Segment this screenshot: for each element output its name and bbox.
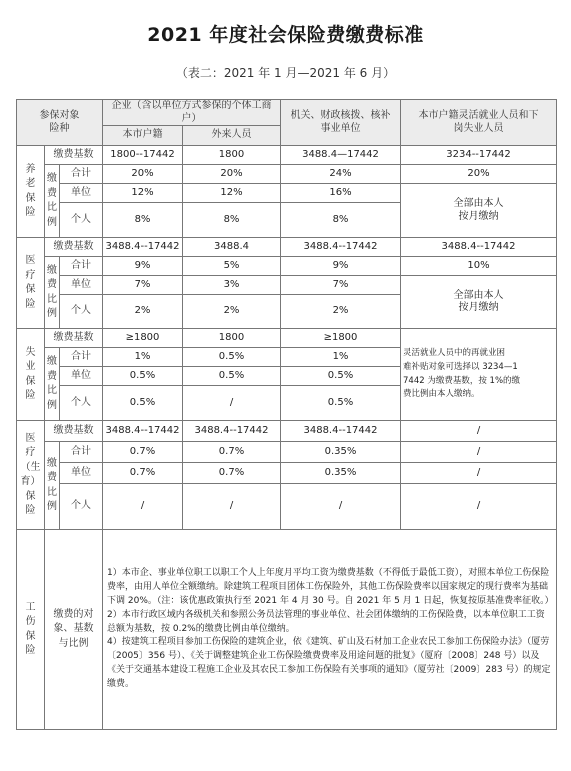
medical-person-outside: 2% [183,295,281,329]
header-flexible [401,100,557,146]
unemployment-insurance-label: 失 业 保 险 [17,329,45,421]
injury-basis-label: 缴费的对 象、基数 与比例 [45,530,103,730]
pension-person-local: 8% [103,203,183,238]
maternity-unit-local: 0.7% [103,463,183,484]
unemployment-base-government: ≥1800 [281,329,401,348]
header-flexible-line-2: 岗失业人员 [453,122,504,134]
medical-base-local: 3488.4--17442 [103,238,183,257]
unemployment-unit-label: 单位 [60,367,103,386]
pension-self-paid-note: 全部由本人 按月缴纳 [401,184,557,238]
pension-person-label: 个人 [60,203,103,238]
pension-base-government: 3488.4—17442 [281,146,401,165]
maternity-base-government: 3488.4--17442 [281,421,401,442]
unemployment-total-label: 合计 [60,348,103,367]
maternity-total-flexible: / [401,442,557,463]
maternity-total-government: 0.35% [281,442,401,463]
header-local: 本市户籍 [103,126,183,146]
unemployment-person-government: 0.5% [281,386,401,421]
header-outside: 外来人员 [183,126,281,146]
maternity-person-outside: / [183,484,281,530]
maternity-insurance-label: 医 疗 （生 育） 保 险 [17,421,45,530]
unemployment-total-local: 1% [103,348,183,367]
maternity-base-flexible: / [401,421,557,442]
pension-base-outside: 1800 [183,146,281,165]
medical-total-outside: 5% [183,257,281,276]
medical-unit-government: 7% [281,276,401,295]
header-enterprise: 企业（含以单位方式参保的个体工商户） [103,100,281,126]
injury-rule-4: 4）按建筑工程项目参加工伤保险的建筑企业，依《建筑、矿山及石材加工企业农民工参加工伤保险办法》（厦劳〔2005〕356 号）、《关于调整建筑企业工伤保险缴费费率及用途问题的批复》（厦府〔2008〕248 号）以及《关于交通基本建设工程施工企业及其农民工参加工伤保险有关事项的通知》（厦劳社〔2009〕283 号）的规定缴费。 [107,637,551,690]
medical-base-label: 缴费基数 [45,238,103,257]
pension-total-label: 合计 [60,165,103,184]
maternity-person-label: 个人 [60,484,103,530]
unemployment-unit-local: 0.5% [103,367,183,386]
medical-total-government: 9% [281,257,401,276]
maternity-person-local: / [103,484,183,530]
pension-unit-local: 12% [103,184,183,203]
medical-unit-local: 7% [103,276,183,295]
injury-rule-1: 1）本市企、事业单位职工以职工个人上年度月平均工资为缴费基数（不得低于最低工资），对照本单位工伤保险费率，由用人单位全额缴纳。除建筑工程项目团体工伤保险外，其他工伤保险费率以国家规定的现行费率为基础下调 20%。（注：该优惠政策执行至 2021 年 4 月 30 号。自 2021 年 5 月 1 日起，恢复按原基准费率征收。） [107,567,554,606]
maternity-unit-flexible: / [401,463,557,484]
unemployment-person-label: 个人 [60,386,103,421]
unemployment-total-outside: 0.5% [183,348,281,367]
pension-unit-label: 单位 [60,184,103,203]
medical-insurance-label: 医 疗 保 险 [17,238,45,329]
maternity-base-label: 缴费基数 [45,421,103,442]
header-flexible-line-1: 本市户籍灵活就业人员和下 [418,110,539,121]
header-government-line-1: 机关、财政核拨、核补 [290,110,391,121]
medical-base-outside: 3488.4 [183,238,281,257]
medical-self-paid-note: 全部由本人 按月缴纳 [401,276,557,329]
unemployment-person-outside: / [183,386,281,421]
header-government [281,100,401,146]
unemployment-person-local: 0.5% [103,386,183,421]
unemployment-base-label: 缴费基数 [45,329,103,348]
medical-unit-label: 单位 [60,276,103,295]
maternity-total-local: 0.7% [103,442,183,463]
header-corner-cell [17,100,103,146]
header-corner-top: 参保对象 [39,110,80,121]
unemployment-base-outside: 1800 [183,329,281,348]
pension-base-local: 1800--17442 [103,146,183,165]
maternity-person-government: / [281,484,401,530]
maternity-unit-outside: 0.7% [183,463,281,484]
pension-total-government: 24% [281,165,401,184]
maternity-unit-label: 单位 [60,463,103,484]
maternity-base-outside: 3488.4--17442 [183,421,281,442]
header-government-line-2: 事业单位 [320,122,361,134]
pension-ratio-label: 缴 费 比 例 [45,165,60,238]
header-corner-bottom: 险种 [49,122,70,134]
unemployment-flexible-note: 灵活就业人员中的再就业困 难补贴对象可选择以 3234—1 7442 为缴费基数，按 1%的缴 费比例由本人缴纳。 [401,329,557,421]
injury-insurance-label: 工 伤 保 险 [17,530,45,730]
unemployment-total-government: 1% [281,348,401,367]
pension-total-outside: 20% [183,165,281,184]
injury-rules-note [103,530,557,730]
maternity-unit-government: 0.35% [281,463,401,484]
unemployment-unit-government: 0.5% [281,367,401,386]
medical-total-flexible: 10% [401,257,557,276]
pension-unit-outside: 12% [183,184,281,203]
unemployment-base-local: ≥1800 [103,329,183,348]
pension-unit-government: 16% [281,184,401,203]
pension-insurance-label: 养 老 保 险 [17,146,45,238]
maternity-total-outside: 0.7% [183,442,281,463]
maternity-person-flexible: / [401,484,557,530]
unemployment-unit-outside: 0.5% [183,367,281,386]
medical-unit-outside: 3% [183,276,281,295]
pension-person-government: 8% [281,203,401,238]
maternity-total-label: 合计 [60,442,103,463]
pension-total-local: 20% [103,165,183,184]
medical-person-label: 个人 [60,295,103,329]
medical-person-government: 2% [281,295,401,329]
injury-rule-2: 2）本市行政区域内各级机关和参照公务员法管理的事业单位、社会团体缴纳的工伤保险费，以本单位职工工资总额为基数，按 0.2%的缴费比例由单位缴纳。 [107,609,545,634]
medical-base-flexible: 3488.4--17442 [401,238,557,257]
medical-person-local: 2% [103,295,183,329]
page-subtitle: （表二：2021 年 1 月—2021 年 6 月） [175,66,396,80]
pension-total-flexible: 20% [401,165,557,184]
contribution-standards-table [16,99,557,730]
page-title: 2021 年度社会保险费缴费标准 [147,24,424,46]
unemployment-ratio-label: 缴 费 比 例 [45,348,60,421]
pension-person-outside: 8% [183,203,281,238]
medical-total-local: 9% [103,257,183,276]
medical-ratio-label: 缴 费 比 例 [45,257,60,329]
maternity-ratio-label: 缴 费 比 例 [45,442,60,530]
pension-base-label: 缴费基数 [45,146,103,165]
maternity-base-local: 3488.4--17442 [103,421,183,442]
pension-base-flexible: 3234--17442 [401,146,557,165]
medical-base-government: 3488.4--17442 [281,238,401,257]
medical-total-label: 合计 [60,257,103,276]
